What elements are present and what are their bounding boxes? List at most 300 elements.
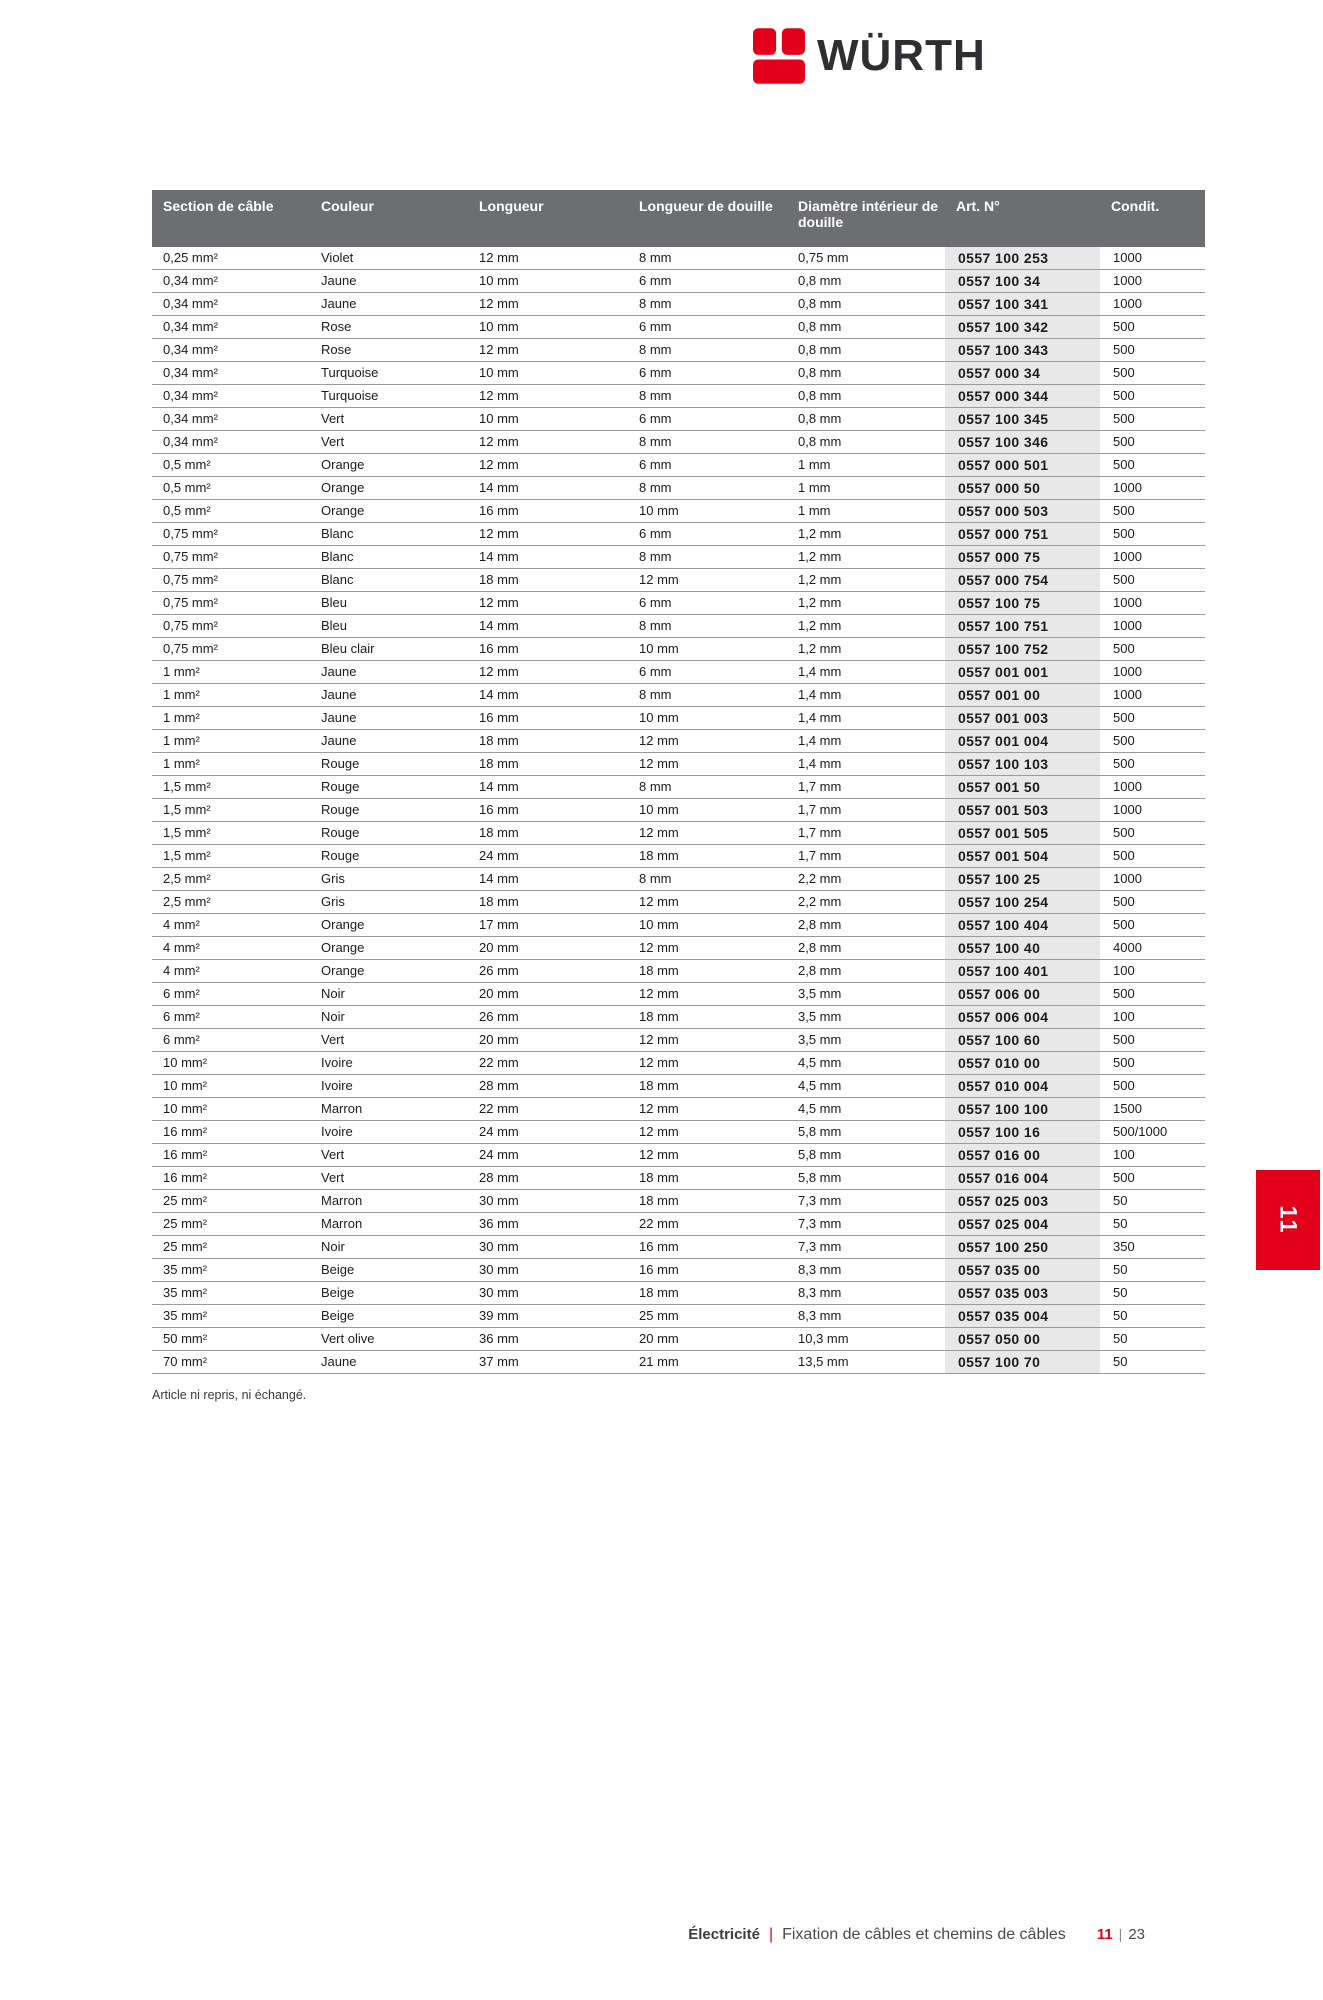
cell-article-number: 0557 100 34 bbox=[945, 270, 1100, 292]
cell-conditionnement: 1000 bbox=[1113, 549, 1142, 564]
cell-article-number: 0557 001 00 bbox=[945, 684, 1100, 706]
cell-longueur: 20 mm bbox=[479, 1032, 519, 1047]
cell-longueur: 20 mm bbox=[479, 940, 519, 955]
table-row bbox=[152, 1305, 1205, 1328]
cell-couleur: Rouge bbox=[321, 825, 360, 840]
cell-couleur: Rouge bbox=[321, 779, 360, 794]
cell-longueur: 30 mm bbox=[479, 1193, 519, 1208]
footer-page-group bbox=[1097, 1926, 1145, 1943]
cell-couleur: Beige bbox=[321, 1285, 355, 1300]
cell-article-number: 0557 100 752 bbox=[945, 638, 1100, 660]
chapter-tab-label: 11 bbox=[1275, 1205, 1302, 1235]
cell-couleur: Jaune bbox=[321, 273, 357, 288]
cell-diametre-interieur: 10,3 mm bbox=[798, 1331, 849, 1346]
cell-conditionnement: 500 bbox=[1113, 848, 1135, 863]
cell-article-number: 0557 001 50 bbox=[945, 776, 1100, 798]
cell-longueur: 37 mm bbox=[479, 1354, 519, 1369]
cell-diametre-interieur: 1,4 mm bbox=[798, 687, 842, 702]
cell-conditionnement: 500 bbox=[1113, 825, 1135, 840]
footer-page-divider: | bbox=[1118, 1926, 1123, 1942]
cell-section-cable: 0,5 mm² bbox=[163, 503, 211, 518]
header-cell-diametre: Diamètre intérieur de douille bbox=[798, 198, 939, 230]
cell-section-cable: 35 mm² bbox=[163, 1285, 208, 1300]
cell-section-cable: 0,34 mm² bbox=[163, 365, 218, 380]
cell-article-number: 0557 100 401 bbox=[945, 960, 1100, 982]
cell-article-number: 0557 100 70 bbox=[945, 1351, 1100, 1373]
table-row bbox=[152, 615, 1205, 638]
cell-article-number: 0557 100 346 bbox=[945, 431, 1100, 453]
cell-article-number: 0557 006 00 bbox=[945, 983, 1100, 1005]
cell-couleur: Turquoise bbox=[321, 388, 379, 403]
cell-article-number: 0557 000 501 bbox=[945, 454, 1100, 476]
cell-section-cable: 4 mm² bbox=[163, 963, 200, 978]
cell-diametre-interieur: 13,5 mm bbox=[798, 1354, 849, 1369]
cell-section-cable: 0,34 mm² bbox=[163, 342, 218, 357]
cell-article-number: 0557 100 100 bbox=[945, 1098, 1100, 1120]
cell-article-number: 0557 025 003 bbox=[945, 1190, 1100, 1212]
cell-longueur-douille: 8 mm bbox=[639, 779, 672, 794]
cell-conditionnement: 50 bbox=[1113, 1285, 1128, 1300]
cell-longueur: 12 mm bbox=[479, 664, 519, 679]
table-row bbox=[152, 983, 1205, 1006]
table-row bbox=[152, 1098, 1205, 1121]
cell-section-cable: 2,5 mm² bbox=[163, 871, 211, 886]
cell-longueur: 30 mm bbox=[479, 1239, 519, 1254]
cell-conditionnement: 100 bbox=[1113, 1147, 1135, 1162]
table-row bbox=[152, 776, 1205, 799]
cell-longueur-douille: 12 mm bbox=[639, 940, 679, 955]
cell-section-cable: 1,5 mm² bbox=[163, 779, 211, 794]
table-header-row bbox=[152, 190, 1205, 247]
cell-longueur: 14 mm bbox=[479, 687, 519, 702]
cell-longueur: 16 mm bbox=[479, 503, 519, 518]
cell-conditionnement: 500 bbox=[1113, 365, 1135, 380]
cell-article-number: 0557 100 404 bbox=[945, 914, 1100, 936]
cell-conditionnement: 100 bbox=[1113, 963, 1135, 978]
cell-section-cable: 25 mm² bbox=[163, 1216, 208, 1231]
cell-conditionnement: 500 bbox=[1113, 1170, 1135, 1185]
cell-couleur: Jaune bbox=[321, 733, 357, 748]
cell-longueur: 30 mm bbox=[479, 1285, 519, 1300]
table-row bbox=[152, 546, 1205, 569]
cell-article-number: 0557 100 751 bbox=[945, 615, 1100, 637]
cell-longueur-douille: 16 mm bbox=[639, 1262, 679, 1277]
cell-longueur-douille: 8 mm bbox=[639, 480, 672, 495]
cell-longueur: 26 mm bbox=[479, 963, 519, 978]
cell-longueur-douille: 6 mm bbox=[639, 411, 672, 426]
cell-diametre-interieur: 1,7 mm bbox=[798, 848, 842, 863]
cell-longueur-douille: 8 mm bbox=[639, 687, 672, 702]
cell-couleur: Jaune bbox=[321, 664, 357, 679]
cell-longueur-douille: 8 mm bbox=[639, 549, 672, 564]
cell-longueur-douille: 18 mm bbox=[639, 848, 679, 863]
cell-conditionnement: 1000 bbox=[1113, 779, 1142, 794]
cell-diametre-interieur: 7,3 mm bbox=[798, 1239, 842, 1254]
cell-longueur: 18 mm bbox=[479, 894, 519, 909]
header-cell-section: Section de câble bbox=[163, 198, 274, 214]
cell-section-cable: 1 mm² bbox=[163, 756, 200, 771]
cell-longueur: 12 mm bbox=[479, 526, 519, 541]
cell-article-number: 0557 100 25 bbox=[945, 868, 1100, 890]
cell-diametre-interieur: 2,8 mm bbox=[798, 940, 842, 955]
cell-couleur: Marron bbox=[321, 1101, 363, 1116]
cell-longueur: 39 mm bbox=[479, 1308, 519, 1323]
cell-section-cable: 0,34 mm² bbox=[163, 296, 218, 311]
cell-longueur: 12 mm bbox=[479, 342, 519, 357]
cell-article-number: 0557 000 751 bbox=[945, 523, 1100, 545]
table-row bbox=[152, 1006, 1205, 1029]
cell-diametre-interieur: 0,8 mm bbox=[798, 342, 842, 357]
cell-couleur: Orange bbox=[321, 457, 365, 472]
cell-article-number: 0557 100 253 bbox=[945, 247, 1100, 269]
cell-diametre-interieur: 5,8 mm bbox=[798, 1124, 842, 1139]
cell-diametre-interieur: 0,8 mm bbox=[798, 411, 842, 426]
cell-couleur: Orange bbox=[321, 940, 365, 955]
table-row bbox=[152, 638, 1205, 661]
cell-longueur-douille: 18 mm bbox=[639, 1193, 679, 1208]
cell-diametre-interieur: 8,3 mm bbox=[798, 1308, 842, 1323]
table-row bbox=[152, 1167, 1205, 1190]
cell-couleur: Vert olive bbox=[321, 1331, 375, 1346]
cell-article-number: 0557 001 001 bbox=[945, 661, 1100, 683]
footer-divider: | bbox=[768, 1926, 774, 1943]
cell-longueur-douille: 12 mm bbox=[639, 1101, 679, 1116]
cell-section-cable: 16 mm² bbox=[163, 1147, 208, 1162]
cell-section-cable: 0,5 mm² bbox=[163, 457, 211, 472]
cell-longueur-douille: 12 mm bbox=[639, 894, 679, 909]
cell-couleur: Noir bbox=[321, 986, 345, 1001]
cell-longueur-douille: 21 mm bbox=[639, 1354, 679, 1369]
cell-diametre-interieur: 0,8 mm bbox=[798, 434, 842, 449]
cell-article-number: 0557 050 00 bbox=[945, 1328, 1100, 1350]
table-row bbox=[152, 270, 1205, 293]
cell-diametre-interieur: 3,5 mm bbox=[798, 1032, 842, 1047]
cell-couleur: Ivoire bbox=[321, 1055, 353, 1070]
cell-diametre-interieur: 1,2 mm bbox=[798, 595, 842, 610]
header-cell-longueur-douille: Longueur de douille bbox=[639, 198, 773, 214]
cell-longueur-douille: 10 mm bbox=[639, 802, 679, 817]
product-table bbox=[152, 190, 1205, 1374]
cell-conditionnement: 500 bbox=[1113, 1078, 1135, 1093]
table-row bbox=[152, 477, 1205, 500]
cell-section-cable: 0,34 mm² bbox=[163, 388, 218, 403]
cell-conditionnement: 500 bbox=[1113, 894, 1135, 909]
cell-article-number: 0557 100 103 bbox=[945, 753, 1100, 775]
table-body bbox=[152, 247, 1205, 1374]
cell-section-cable: 4 mm² bbox=[163, 940, 200, 955]
table-row bbox=[152, 753, 1205, 776]
cell-couleur: Blanc bbox=[321, 572, 354, 587]
table-row bbox=[152, 799, 1205, 822]
cell-conditionnement: 500 bbox=[1113, 411, 1135, 426]
page-footer bbox=[152, 1926, 1145, 1944]
table-row bbox=[152, 937, 1205, 960]
cell-article-number: 0557 000 50 bbox=[945, 477, 1100, 499]
cell-diametre-interieur: 1,2 mm bbox=[798, 549, 842, 564]
cell-section-cable: 10 mm² bbox=[163, 1055, 208, 1070]
footer-page-total: 23 bbox=[1128, 1926, 1145, 1943]
cell-section-cable: 25 mm² bbox=[163, 1239, 208, 1254]
cell-diametre-interieur: 3,5 mm bbox=[798, 1009, 842, 1024]
cell-longueur-douille: 6 mm bbox=[639, 664, 672, 679]
cell-longueur-douille: 18 mm bbox=[639, 1009, 679, 1024]
cell-longueur: 16 mm bbox=[479, 641, 519, 656]
cell-conditionnement: 1000 bbox=[1113, 250, 1142, 265]
cell-longueur-douille: 8 mm bbox=[639, 434, 672, 449]
cell-conditionnement: 500 bbox=[1113, 434, 1135, 449]
table-row bbox=[152, 1213, 1205, 1236]
cell-conditionnement: 50 bbox=[1113, 1331, 1128, 1346]
cell-conditionnement: 50 bbox=[1113, 1308, 1128, 1323]
cell-longueur-douille: 12 mm bbox=[639, 1147, 679, 1162]
table-row bbox=[152, 822, 1205, 845]
cell-longueur: 10 mm bbox=[479, 365, 519, 380]
cell-longueur-douille: 6 mm bbox=[639, 319, 672, 334]
cell-couleur: Bleu bbox=[321, 618, 348, 633]
cell-article-number: 0557 000 34 bbox=[945, 362, 1100, 384]
cell-couleur: Gris bbox=[321, 871, 345, 886]
cell-longueur-douille: 12 mm bbox=[639, 572, 679, 587]
wurth-logo bbox=[753, 28, 986, 84]
cell-section-cable: 25 mm² bbox=[163, 1193, 208, 1208]
cell-conditionnement: 1000 bbox=[1113, 595, 1142, 610]
cell-longueur: 30 mm bbox=[479, 1262, 519, 1277]
cell-conditionnement: 1000 bbox=[1113, 802, 1142, 817]
cell-longueur-douille: 18 mm bbox=[639, 963, 679, 978]
table-row bbox=[152, 730, 1205, 753]
table-row bbox=[152, 339, 1205, 362]
table-row bbox=[152, 316, 1205, 339]
cell-longueur: 10 mm bbox=[479, 411, 519, 426]
cell-section-cable: 0,75 mm² bbox=[163, 572, 218, 587]
cell-article-number: 0557 010 00 bbox=[945, 1052, 1100, 1074]
cell-longueur: 12 mm bbox=[479, 595, 519, 610]
cell-longueur: 24 mm bbox=[479, 1147, 519, 1162]
cell-section-cable: 0,75 mm² bbox=[163, 526, 218, 541]
cell-section-cable: 16 mm² bbox=[163, 1124, 208, 1139]
cell-article-number: 0557 100 254 bbox=[945, 891, 1100, 913]
cell-couleur: Jaune bbox=[321, 687, 357, 702]
cell-diametre-interieur: 5,8 mm bbox=[798, 1147, 842, 1162]
table-row bbox=[152, 454, 1205, 477]
cell-section-cable: 0,75 mm² bbox=[163, 595, 218, 610]
cell-longueur-douille: 10 mm bbox=[639, 917, 679, 932]
table-row bbox=[152, 500, 1205, 523]
cell-section-cable: 1,5 mm² bbox=[163, 825, 211, 840]
cell-section-cable: 50 mm² bbox=[163, 1331, 208, 1346]
cell-article-number: 0557 035 004 bbox=[945, 1305, 1100, 1327]
cell-longueur: 24 mm bbox=[479, 1124, 519, 1139]
cell-conditionnement: 50 bbox=[1113, 1216, 1128, 1231]
cell-longueur: 17 mm bbox=[479, 917, 519, 932]
cell-longueur-douille: 10 mm bbox=[639, 710, 679, 725]
cell-diametre-interieur: 1,7 mm bbox=[798, 825, 842, 840]
cell-longueur: 12 mm bbox=[479, 296, 519, 311]
cell-longueur: 16 mm bbox=[479, 710, 519, 725]
cell-conditionnement: 50 bbox=[1113, 1262, 1128, 1277]
cell-couleur: Rose bbox=[321, 342, 352, 357]
cell-diametre-interieur: 4,5 mm bbox=[798, 1101, 842, 1116]
table-row bbox=[152, 408, 1205, 431]
cell-section-cable: 10 mm² bbox=[163, 1101, 208, 1116]
cell-longueur: 10 mm bbox=[479, 273, 519, 288]
cell-article-number: 0557 000 75 bbox=[945, 546, 1100, 568]
cell-section-cable: 6 mm² bbox=[163, 986, 200, 1001]
cell-diametre-interieur: 2,2 mm bbox=[798, 871, 842, 886]
cell-longueur-douille: 6 mm bbox=[639, 457, 672, 472]
table-row bbox=[152, 431, 1205, 454]
cell-couleur: Bleu clair bbox=[321, 641, 375, 656]
cell-longueur-douille: 18 mm bbox=[639, 1285, 679, 1300]
cell-conditionnement: 500 bbox=[1113, 503, 1135, 518]
cell-article-number: 0557 001 503 bbox=[945, 799, 1100, 821]
cell-longueur-douille: 10 mm bbox=[639, 503, 679, 518]
cell-couleur: Violet bbox=[321, 250, 354, 265]
cell-diametre-interieur: 1,4 mm bbox=[798, 664, 842, 679]
cell-conditionnement: 1000 bbox=[1113, 480, 1142, 495]
cell-section-cable: 6 mm² bbox=[163, 1009, 200, 1024]
cell-couleur: Marron bbox=[321, 1193, 363, 1208]
cell-article-number: 0557 016 00 bbox=[945, 1144, 1100, 1166]
cell-longueur-douille: 6 mm bbox=[639, 526, 672, 541]
chapter-side-tab bbox=[1256, 1170, 1320, 1270]
cell-article-number: 0557 100 250 bbox=[945, 1236, 1100, 1258]
cell-couleur: Rouge bbox=[321, 802, 360, 817]
cell-couleur: Jaune bbox=[321, 1354, 357, 1369]
cell-couleur: Rouge bbox=[321, 848, 360, 863]
cell-article-number: 0557 010 004 bbox=[945, 1075, 1100, 1097]
cell-section-cable: 0,34 mm² bbox=[163, 411, 218, 426]
cell-conditionnement: 500 bbox=[1113, 1032, 1135, 1047]
cell-conditionnement: 500 bbox=[1113, 526, 1135, 541]
table-row bbox=[152, 661, 1205, 684]
cell-longueur: 18 mm bbox=[479, 572, 519, 587]
cell-longueur-douille: 8 mm bbox=[639, 388, 672, 403]
cell-section-cable: 16 mm² bbox=[163, 1170, 208, 1185]
cell-article-number: 0557 000 344 bbox=[945, 385, 1100, 407]
cell-longueur-douille: 12 mm bbox=[639, 1032, 679, 1047]
cell-longueur-douille: 10 mm bbox=[639, 641, 679, 656]
cell-longueur-douille: 16 mm bbox=[639, 1239, 679, 1254]
cell-conditionnement: 1000 bbox=[1113, 871, 1142, 886]
cell-conditionnement: 500 bbox=[1113, 733, 1135, 748]
cell-section-cable: 0,34 mm² bbox=[163, 434, 218, 449]
cell-diametre-interieur: 1,2 mm bbox=[798, 572, 842, 587]
cell-couleur: Beige bbox=[321, 1308, 355, 1323]
table-row bbox=[152, 362, 1205, 385]
cell-diametre-interieur: 1,2 mm bbox=[798, 641, 842, 656]
cell-couleur: Vert bbox=[321, 411, 345, 426]
header-cell-condit: Condit. bbox=[1111, 198, 1160, 214]
cell-conditionnement: 1500 bbox=[1113, 1101, 1142, 1116]
cell-longueur: 18 mm bbox=[479, 733, 519, 748]
cell-longueur: 10 mm bbox=[479, 319, 519, 334]
cell-longueur-douille: 12 mm bbox=[639, 756, 679, 771]
cell-section-cable: 70 mm² bbox=[163, 1354, 208, 1369]
table-row bbox=[152, 247, 1205, 270]
cell-longueur: 16 mm bbox=[479, 802, 519, 817]
cell-longueur: 22 mm bbox=[479, 1101, 519, 1116]
cell-couleur: Ivoire bbox=[321, 1124, 353, 1139]
cell-conditionnement: 1000 bbox=[1113, 664, 1142, 679]
table-row bbox=[152, 1328, 1205, 1351]
cell-section-cable: 0,75 mm² bbox=[163, 549, 218, 564]
cell-article-number: 0557 001 004 bbox=[945, 730, 1100, 752]
cell-couleur: Rose bbox=[321, 319, 352, 334]
cell-diametre-interieur: 8,3 mm bbox=[798, 1262, 842, 1277]
cell-section-cable: 1,5 mm² bbox=[163, 802, 211, 817]
table-row bbox=[152, 1190, 1205, 1213]
cell-longueur: 36 mm bbox=[479, 1331, 519, 1346]
cell-couleur: Blanc bbox=[321, 526, 354, 541]
cell-longueur-douille: 18 mm bbox=[639, 1078, 679, 1093]
cell-diametre-interieur: 7,3 mm bbox=[798, 1216, 842, 1231]
cell-diametre-interieur: 1,7 mm bbox=[798, 779, 842, 794]
cell-longueur: 14 mm bbox=[479, 779, 519, 794]
cell-section-cable: 1 mm² bbox=[163, 664, 200, 679]
cell-longueur: 20 mm bbox=[479, 986, 519, 1001]
cell-diametre-interieur: 2,2 mm bbox=[798, 894, 842, 909]
table-row bbox=[152, 1121, 1205, 1144]
cell-conditionnement: 100 bbox=[1113, 1009, 1135, 1024]
cell-diametre-interieur: 5,8 mm bbox=[798, 1170, 842, 1185]
cell-longueur-douille: 12 mm bbox=[639, 825, 679, 840]
cell-article-number: 0557 100 75 bbox=[945, 592, 1100, 614]
header-cell-art-no: Art. N° bbox=[956, 198, 1000, 214]
cell-section-cable: 0,5 mm² bbox=[163, 480, 211, 495]
cell-section-cable: 35 mm² bbox=[163, 1262, 208, 1277]
cell-longueur: 14 mm bbox=[479, 480, 519, 495]
cell-conditionnement: 1000 bbox=[1113, 618, 1142, 633]
cell-conditionnement: 1000 bbox=[1113, 687, 1142, 702]
cell-longueur: 26 mm bbox=[479, 1009, 519, 1024]
cell-conditionnement: 500 bbox=[1113, 641, 1135, 656]
cell-section-cable: 0,75 mm² bbox=[163, 618, 218, 633]
table-row bbox=[152, 385, 1205, 408]
cell-diametre-interieur: 1 mm bbox=[798, 480, 831, 495]
table-row bbox=[152, 1351, 1205, 1374]
cell-longueur: 28 mm bbox=[479, 1078, 519, 1093]
cell-longueur-douille: 8 mm bbox=[639, 296, 672, 311]
cell-article-number: 0557 100 343 bbox=[945, 339, 1100, 361]
cell-section-cable: 0,34 mm² bbox=[163, 319, 218, 334]
cell-longueur-douille: 20 mm bbox=[639, 1331, 679, 1346]
cell-couleur: Noir bbox=[321, 1009, 345, 1024]
cell-diametre-interieur: 0,8 mm bbox=[798, 365, 842, 380]
cell-longueur: 36 mm bbox=[479, 1216, 519, 1231]
header-cell-longueur: Longueur bbox=[479, 198, 544, 214]
cell-section-cable: 1 mm² bbox=[163, 710, 200, 725]
cell-longueur: 22 mm bbox=[479, 1055, 519, 1070]
cell-diametre-interieur: 0,8 mm bbox=[798, 319, 842, 334]
cell-article-number: 0557 100 40 bbox=[945, 937, 1100, 959]
cell-diametre-interieur: 1,7 mm bbox=[798, 802, 842, 817]
cell-couleur: Bleu bbox=[321, 595, 348, 610]
cell-diametre-interieur: 1,2 mm bbox=[798, 526, 842, 541]
cell-conditionnement: 500/1000 bbox=[1113, 1124, 1168, 1139]
footer-category: Électricité bbox=[688, 1926, 760, 1943]
header-cell-couleur: Couleur bbox=[321, 198, 374, 214]
cell-longueur: 18 mm bbox=[479, 825, 519, 840]
cell-diametre-interieur: 4,5 mm bbox=[798, 1055, 842, 1070]
cell-diametre-interieur: 1 mm bbox=[798, 457, 831, 472]
table-row bbox=[152, 1282, 1205, 1305]
cell-couleur: Gris bbox=[321, 894, 345, 909]
table-row bbox=[152, 1236, 1205, 1259]
cell-longueur: 14 mm bbox=[479, 871, 519, 886]
cell-section-cable: 0,25 mm² bbox=[163, 250, 218, 265]
cell-longueur-douille: 12 mm bbox=[639, 986, 679, 1001]
